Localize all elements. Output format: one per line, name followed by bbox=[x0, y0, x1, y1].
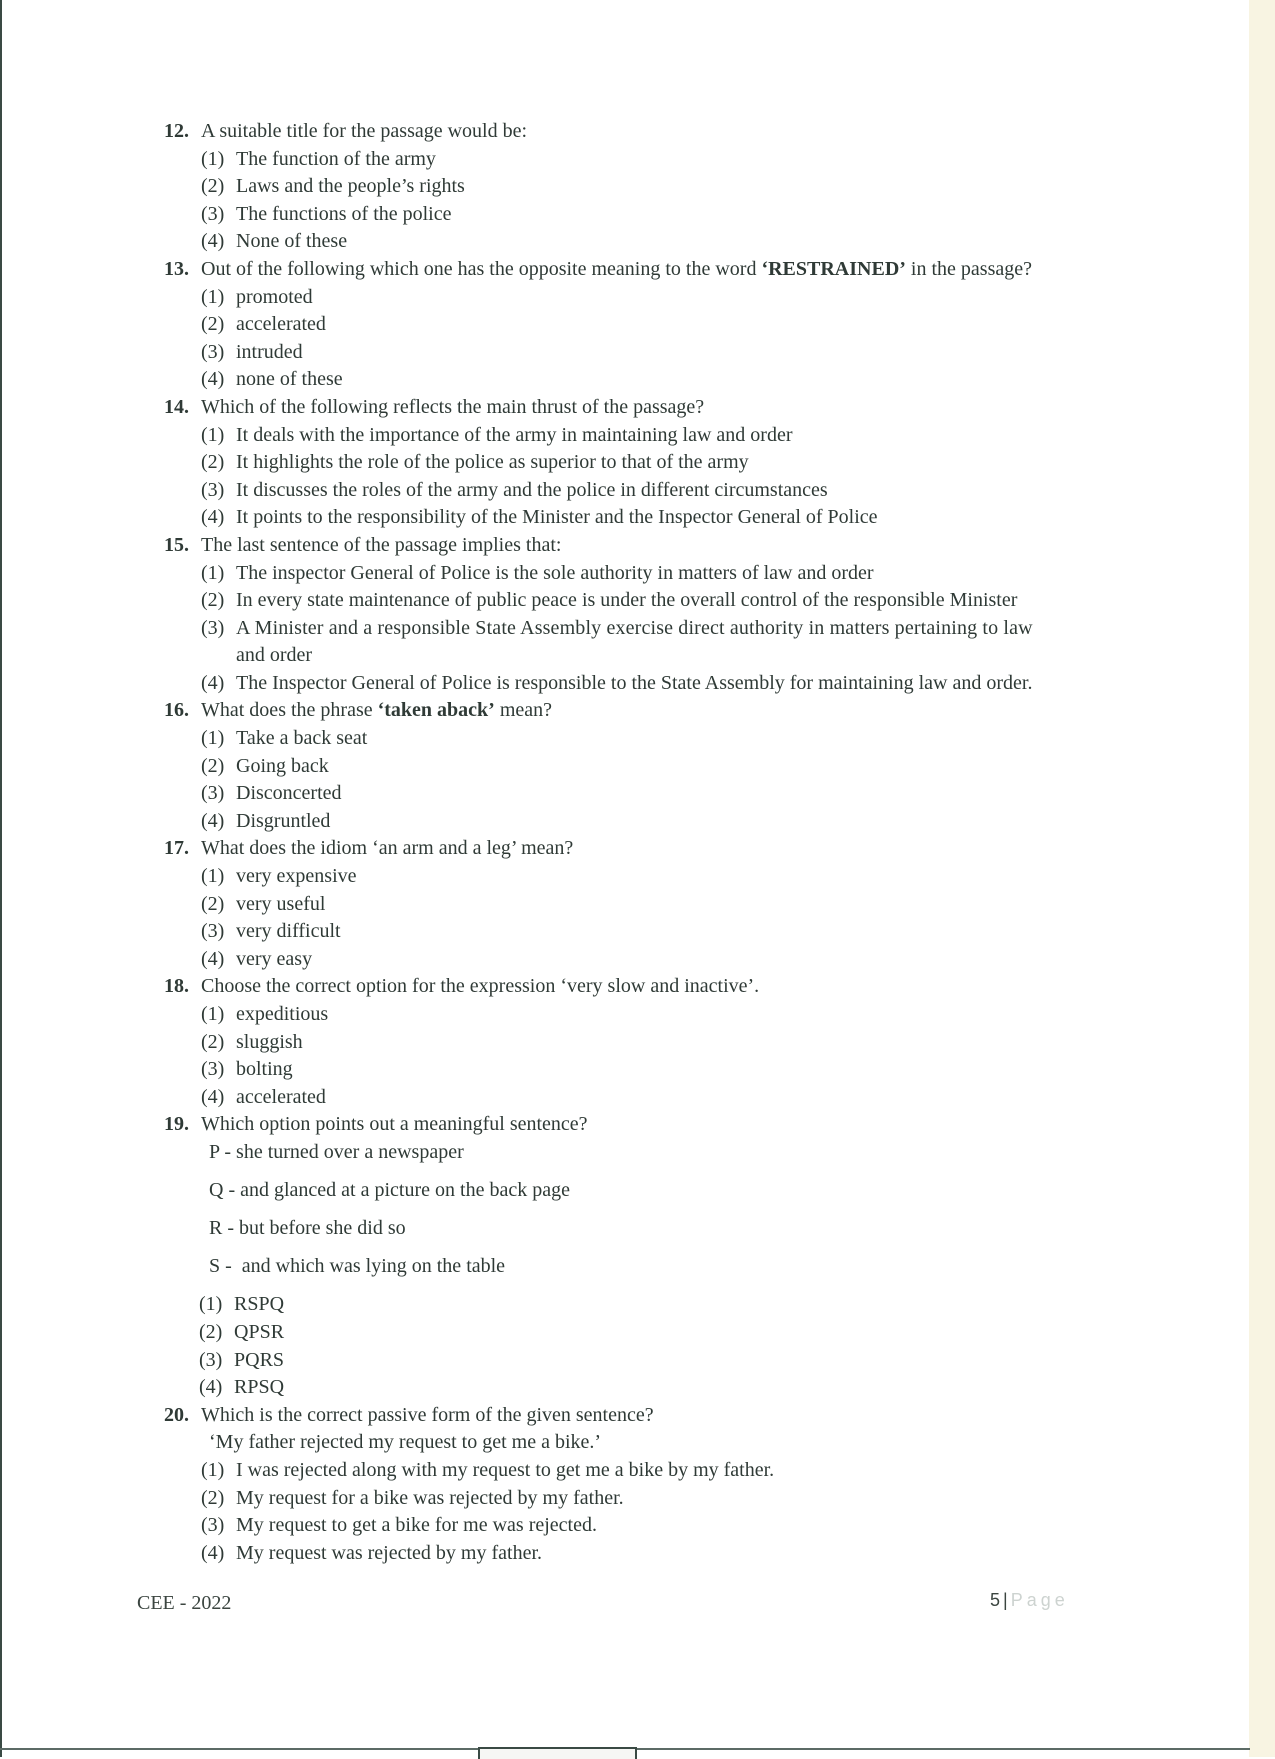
option-list bbox=[201, 863, 1164, 973]
option-2: (2) sluggish bbox=[201, 1030, 303, 1053]
question-number: 15. bbox=[164, 533, 189, 556]
option-1: (1) The inspector General of Police is the sole authority in matters of law and order bbox=[201, 561, 874, 584]
question-text: Which of the following reflects the main thrust of the passage? bbox=[201, 395, 705, 418]
given-sentence: ‘My father rejected my request to get me a bike.’ bbox=[209, 1431, 602, 1454]
scan-right-strip bbox=[1249, 0, 1275, 1757]
question-number: 19. bbox=[164, 1113, 189, 1136]
question-16 bbox=[164, 697, 1164, 835]
option-3: (3) It discusses the roles of the army and the police in different circumstances bbox=[201, 478, 828, 501]
question-number: 14. bbox=[164, 395, 189, 418]
option-4: (4) very easy bbox=[201, 947, 313, 970]
question-number: 12. bbox=[164, 120, 189, 142]
option-2: (2) accelerated bbox=[201, 313, 326, 336]
part-s: S - and which was lying on the table bbox=[209, 1255, 506, 1278]
option-3: (3) bolting bbox=[201, 1058, 293, 1081]
option-4: (4) accelerated bbox=[201, 1085, 326, 1108]
option-list bbox=[201, 1457, 1164, 1567]
option-3: (3) very difficult bbox=[201, 920, 341, 943]
footer-exam-label: CEE - 2022 bbox=[137, 1592, 232, 1614]
option-1: (1) very expensive bbox=[201, 865, 357, 888]
scan-left-edge bbox=[0, 0, 2, 1757]
option-4: (4) The Inspector General of Police is responsible to the State Assembly for maintaining law and order. bbox=[201, 671, 1033, 694]
highlighted-phrase: ‘taken aback’ bbox=[377, 699, 495, 722]
question-17 bbox=[164, 835, 1164, 973]
question-number: 18. bbox=[164, 975, 189, 998]
question-18 bbox=[164, 973, 1164, 1111]
question-text: What does the idiom ‘an arm and a leg’ mean? bbox=[201, 837, 574, 860]
page-number: 5 bbox=[990, 1590, 1001, 1610]
page-word: Page bbox=[1010, 1590, 1069, 1610]
question-13 bbox=[164, 256, 1164, 394]
question-text: A suitable title for the passage would be: bbox=[201, 120, 528, 142]
part-q: Q - and glanced at a picture on the back page bbox=[209, 1179, 570, 1202]
option-list bbox=[201, 422, 1164, 532]
question-15 bbox=[164, 532, 1164, 698]
option-4: (4) RPSQ bbox=[199, 1376, 285, 1399]
question-20 bbox=[164, 1402, 1164, 1568]
option-3: (3) The functions of the police bbox=[201, 202, 452, 225]
option-3: (3) Disconcerted bbox=[201, 782, 342, 805]
option-1: (1) It deals with the importance of the army in maintaining law and order bbox=[201, 423, 793, 446]
question-number: 20. bbox=[164, 1403, 189, 1426]
sentence-parts bbox=[209, 1139, 1164, 1281]
option-list bbox=[201, 284, 1164, 394]
highlighted-word: ‘RESTRAINED’ bbox=[761, 257, 906, 280]
option-3: (3) A Minister and a responsible State Assembly exercise direct authority in matters pertaining to law bbox=[201, 616, 1033, 639]
part-p: P - she turned over a newspaper bbox=[209, 1140, 464, 1163]
option-4: (4) My request was rejected by my father. bbox=[201, 1541, 543, 1564]
option-4: (4) None of these bbox=[201, 230, 348, 253]
option-4: (4) It points to the responsibility of the Minister and the Inspector General of Police bbox=[201, 506, 878, 529]
option-list bbox=[199, 1291, 1164, 1401]
question-12 bbox=[164, 118, 1164, 256]
question-text: Which option points out a meaningful sentence? bbox=[201, 1113, 588, 1136]
question-text: Choose the correct option for the expression ‘very slow and inactive’. bbox=[201, 975, 760, 998]
option-1: (1) Take a back seat bbox=[201, 727, 368, 750]
option-2: (2) QPSR bbox=[199, 1320, 285, 1343]
question-14 bbox=[164, 394, 1164, 532]
option-1: (1) expeditious bbox=[201, 1003, 329, 1025]
question-number: 16. bbox=[164, 699, 189, 722]
question-text: Out of the following which one has the opposite meaning to the word ‘RESTRAINED’ in the passage? bbox=[201, 257, 1032, 280]
option-3: (3) PQRS bbox=[199, 1348, 285, 1371]
page-separator: | bbox=[1003, 1590, 1008, 1610]
option-2: (2) My request for a bike was rejected by my father. bbox=[201, 1486, 624, 1509]
option-1: (1) I was rejected along with my request to get me a bike by my father. bbox=[201, 1458, 775, 1481]
footer-page-number bbox=[990, 1590, 1069, 1611]
question-text: The last sentence of the passage implies that: bbox=[201, 533, 562, 556]
option-list bbox=[201, 560, 1164, 698]
option-3-continuation: and order bbox=[236, 644, 313, 667]
option-2: (2) In every state maintenance of public peace is under the overall control of the responsible Minister bbox=[201, 589, 1018, 612]
question-19 bbox=[164, 1111, 1164, 1401]
scan-bottom-tab bbox=[478, 1747, 637, 1759]
option-list bbox=[201, 146, 1164, 256]
option-3: (3) My request to get a bike for me was rejected. bbox=[201, 1514, 597, 1537]
option-1: (1) promoted bbox=[201, 285, 313, 308]
option-4: (4) Disgruntled bbox=[201, 809, 331, 832]
option-2: (2) Laws and the people’s rights bbox=[201, 175, 465, 198]
part-r: R - but before she did so bbox=[209, 1217, 406, 1240]
option-2: (2) very useful bbox=[201, 892, 326, 915]
question-number: 13. bbox=[164, 257, 189, 280]
question-text: What does the phrase ‘taken aback’ mean? bbox=[201, 699, 553, 722]
question-text: Which is the correct passive form of the given sentence? bbox=[201, 1403, 654, 1426]
question-number: 17. bbox=[164, 837, 189, 860]
option-4: (4) none of these bbox=[201, 368, 343, 391]
option-3: (3) intruded bbox=[201, 340, 303, 363]
option-list bbox=[201, 725, 1164, 835]
option-1: (1) RSPQ bbox=[199, 1293, 285, 1316]
option-2: (2) Going back bbox=[201, 754, 329, 777]
option-1: (1) The function of the army bbox=[201, 147, 436, 170]
question-list bbox=[164, 118, 1164, 1567]
option-list bbox=[201, 1001, 1164, 1111]
option-2: (2) It highlights the role of the police as superior to that of the army bbox=[201, 451, 749, 474]
